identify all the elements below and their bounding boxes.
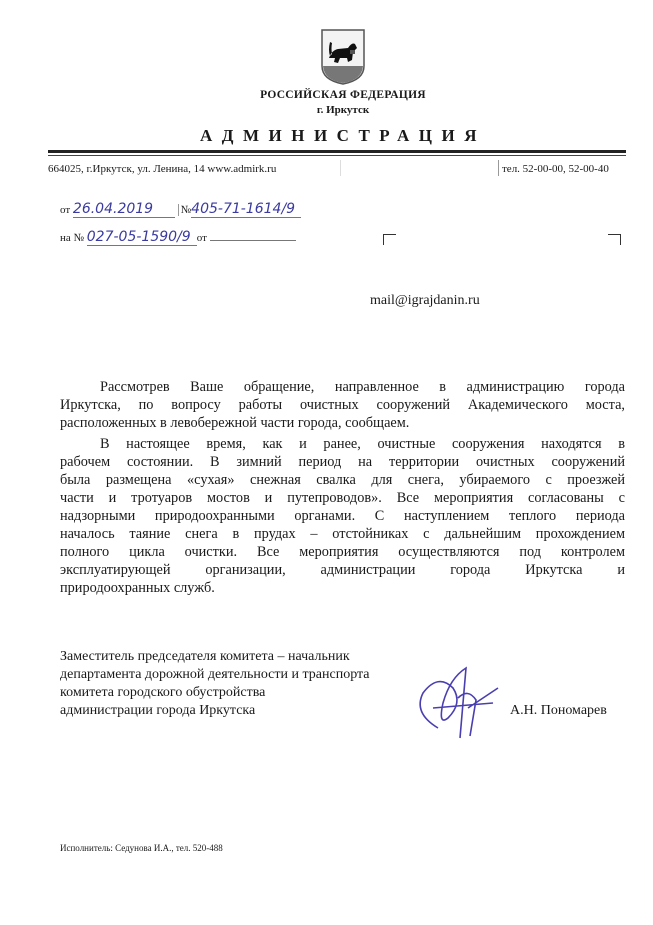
number-value: 405-71-1614/9 bbox=[191, 201, 301, 218]
phone-line: тел. 52-00-00, 52-00-40 bbox=[502, 163, 609, 175]
coat-of-arms-icon bbox=[320, 28, 366, 86]
reply-date-value bbox=[210, 228, 296, 241]
divider bbox=[340, 160, 341, 176]
incoming-reference bbox=[60, 228, 296, 246]
address-line: 664025, г.Иркутск, ул. Ленина, 14 www.admirk.ru bbox=[48, 163, 277, 175]
city-heading: г. Иркутск bbox=[316, 104, 370, 116]
body-line: природоохранных служб. bbox=[60, 580, 215, 596]
recipient-email: mail@igrajdanin.ru bbox=[370, 293, 480, 308]
body-line: была размещена «сухая» снежная свалка для снега, убираемого с проезжей bbox=[60, 472, 625, 488]
date-value: 26.04.2019 bbox=[73, 201, 175, 218]
organization-heading: АДМИНИСТРАЦИЯ bbox=[199, 126, 486, 145]
header-rule-thin bbox=[48, 155, 626, 156]
body-line: началось таяние снега в прудах – отстойниках с дальнейшим прохождением bbox=[60, 526, 625, 542]
executor-footer: Исполнитель: Седунова И.А., тел. 520-488 bbox=[60, 843, 223, 853]
body-line: надзорными природоохранными органами. С наступлением теплого периода bbox=[60, 508, 625, 524]
signer-position: комитета городского обустройства bbox=[60, 685, 266, 700]
date-label: от bbox=[60, 204, 71, 216]
outgoing-reference bbox=[60, 201, 301, 218]
body-line: части и тротуаров мостов и путепроводов». Все мероприятия согласованы с bbox=[60, 490, 625, 506]
reply-label: на № bbox=[60, 232, 85, 244]
header-rule bbox=[48, 150, 626, 153]
body-line: расположенных в левобережной части города, сообщаем. bbox=[60, 415, 410, 431]
address-bracket-left bbox=[383, 234, 396, 245]
reply-value: 027-05-1590/9 bbox=[87, 229, 197, 246]
country-heading: РОССИЙСКАЯ ФЕДЕРАЦИЯ bbox=[260, 89, 426, 101]
number-label: № bbox=[178, 204, 192, 216]
signer-name: А.Н. Пономарев bbox=[510, 703, 607, 718]
reply-date-label: от bbox=[196, 232, 207, 244]
body-line: эксплуатирующей организации, администрации города Иркутска и bbox=[60, 562, 625, 578]
divider bbox=[498, 160, 499, 176]
body-line: полного цикла очистки. Все мероприятия осуществляются под контролем bbox=[60, 544, 625, 560]
address-bracket-right bbox=[608, 234, 621, 245]
signer-position: Заместитель председателя комитета – начальник bbox=[60, 649, 350, 664]
body-line: В настоящее время, как и ранее, очистные сооружения находятся в bbox=[100, 436, 625, 452]
body-line: Рассмотрев Ваше обращение, направленное в администрацию города bbox=[100, 379, 625, 395]
body-line: Иркутска, по вопросу работы очистных сооружений Академического моста, bbox=[60, 397, 625, 413]
signer-position: администрации города Иркутска bbox=[60, 703, 256, 718]
signer-position: департамента дорожной деятельности и транспорта bbox=[60, 667, 370, 682]
handwritten-signature bbox=[408, 658, 503, 743]
body-line: рабочем состоянии. В зимний период на территории очистных сооружений bbox=[60, 454, 625, 470]
